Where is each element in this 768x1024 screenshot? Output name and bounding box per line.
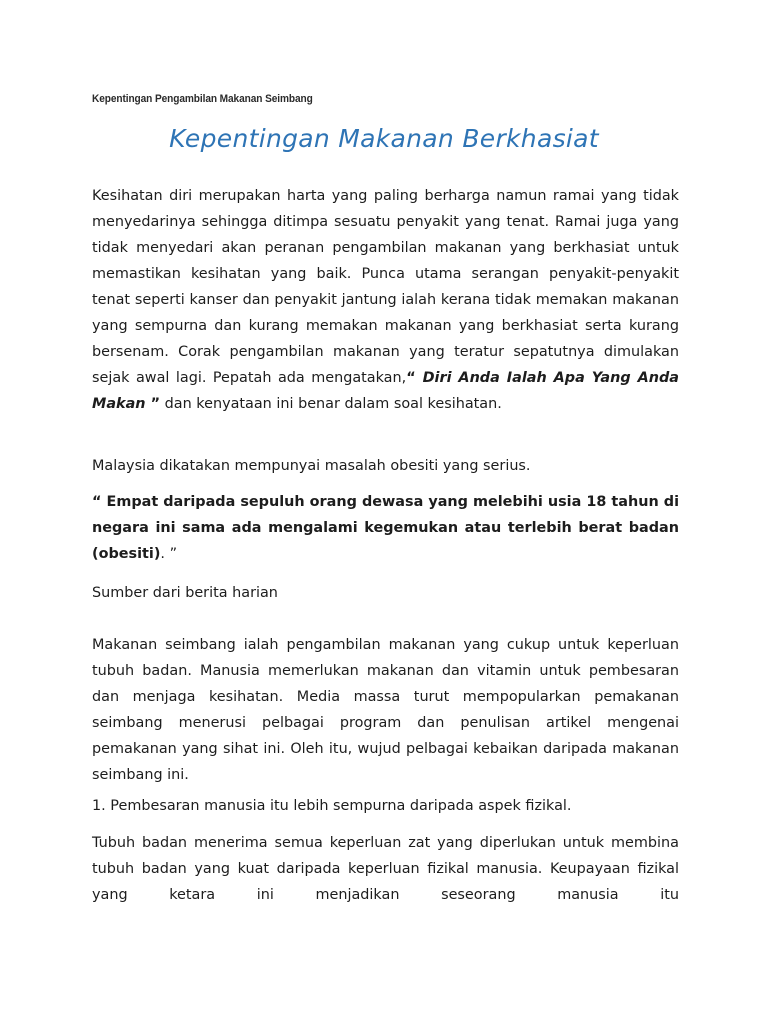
quote-paragraph xyxy=(92,489,679,567)
proverb-open-quote: “ xyxy=(406,370,416,386)
quote-open-mark: “ xyxy=(92,494,107,510)
paragraph-intro-ending: dan kenyataan ini benar dalam soal kesihatan. xyxy=(160,396,502,412)
paragraph-intro xyxy=(92,183,679,417)
paragraph-balanced-diet: Makanan seimbang ialah pengambilan makanan yang cukup untuk keperluan tubuh badan. Manusia memerlukan makanan dan vitamin untuk pembesaran dan menjaga kesihatan. Media massa turut mempopularkan pemakanan seimbang menerusi pelbagai program dan penulisan artikel mengenai pemakanan yang sihat ini. Oleh itu, wujud pelbagai kebaikan daripada makanan seimbang ini. xyxy=(92,637,679,783)
quote-close-mark: . ” xyxy=(160,546,178,562)
paragraph-physical-growth: Tubuh badan menerima semua keperluan zat yang diperlukan untuk membina tubuh badan yang kuat daripada keperluan fizikal manusia. Keupayaan fizikal yang ketara ini menjadikan seseorang manusia itu xyxy=(92,835,679,903)
document-title: Kepentingan Makanan Berkhasiat xyxy=(169,124,599,153)
paragraph-obesity: Malaysia dikatakan mempunyai masalah obesiti yang serius. xyxy=(92,458,531,474)
source-note: Sumber dari berita harian xyxy=(92,585,278,601)
page-header: Kepentingan Pengambilan Makanan Seimbang xyxy=(92,93,313,105)
proverb-close-quote: ” xyxy=(150,396,161,412)
paragraph-intro-text: Kesihatan diri merupakan harta yang paling berharga namun ramai yang tidak menyedarinya sehingga ditimpa sesuatu penyakit yang tenat. Ramai juga yang tidak menyedari akan peranan pengambilan makanan yang berkhasiat untuk memastikan kesihatan yang baik. Punca utama serangan penyakit-penyakit tenat seperti kanser dan penyakit jantung ialah kerana tidak memakan makanan yang sempurna dan kurang memakan makanan yang berkhasiat serta kurang bersenam. Corak pengambilan makanan yang teratur sepatutnya dimulakan sejak awal lagi. Pepatah ada mengatakan, xyxy=(92,188,679,386)
proverb-text: Diri Anda Ialah Apa Yang Anda Makan xyxy=(92,370,679,412)
quote-text: Empat daripada sepuluh orang dewasa yang melebihi usia 18 tahun di negara ini sama ada mengalami kegemukan atau terlebih berat badan (obesiti) xyxy=(92,494,680,562)
list-item-1: 1. Pembesaran manusia itu lebih sempurna daripada aspek fizikal. xyxy=(92,798,572,814)
